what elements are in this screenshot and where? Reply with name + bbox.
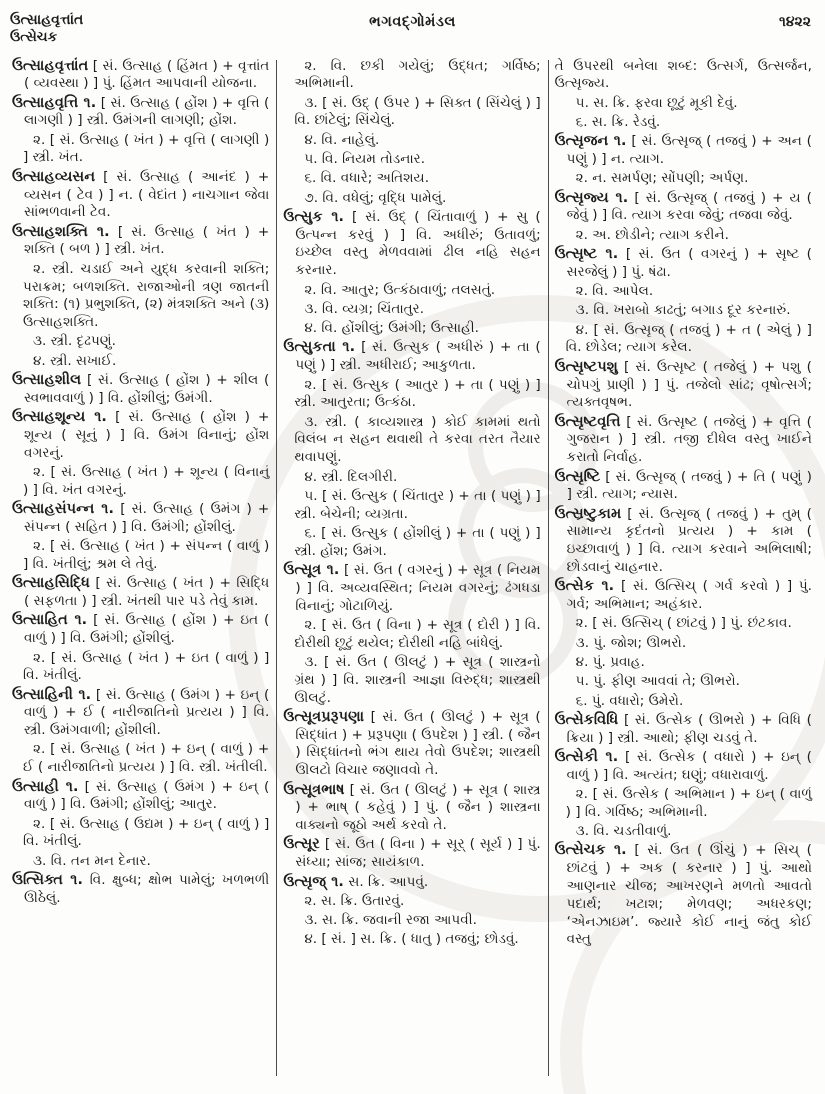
dictionary-entry: ઉત્સૃજ્ ૧. સ. ક્રિ. આપવું. bbox=[283, 873, 429, 890]
dictionary-entry: ઉત્સેકી ૧. [ સં. ઉત્સેક ( વધારો ) + ઇન્ ( વાળું ) ] વિ. અત્યંત; ઘણું; વધારાવાળું. bbox=[554, 748, 812, 783]
headword: ઉત્સુક ૧. bbox=[283, 208, 345, 225]
dictionary-entry: ઉત્સૃજન ૧. [ સં. ઉત્સૃજ્ ( તજવું ) + અન ( પણું ) ] ન. ત્યાગ. bbox=[554, 133, 812, 167]
dictionary-entry: ઉત્સાહસિદ્ધિ [ સં. ઉત્સાહ ( ખંત ) + સિદ્ધિ ( સફળતા ) ] સ્ત્રી. ખંતથી પાર પડે તેવું કામ. bbox=[12, 575, 270, 610]
sense-paragraph: ૨. અ. છોડીને; ત્યાગ કરીને. bbox=[575, 226, 729, 243]
headword: ઉત્સાહશૂન્ય ૧. bbox=[12, 409, 108, 426]
sense-paragraph: ૫. પું. ફીણ આવવાં તે; ઊભરો. bbox=[575, 673, 740, 690]
sense-paragraph: ૨. [ સં. ઉત્સાહ ( ઉદ્યમ ) + ઇન્ ( વાળું ) ] વિ. ખંતીલું. bbox=[23, 815, 270, 850]
sense-paragraph: ૬. પું. વધારો; ઉમેરો. bbox=[575, 692, 684, 709]
dictionary-entry: ઉત્સાહવ્યસન [ સં. ઉત્સાહ ( આનંદ ) + વ્યસન ( ટેવ ) ] ન. ( વેદાંત ) નાચગાન જેવા સાંભળવાની ટેવ. bbox=[12, 168, 270, 221]
sense-paragraph: ૪. સ્ત્રી. દિલગીરી. bbox=[304, 468, 398, 485]
headword: ઉત્સાહવૃત્તિ ૧. bbox=[12, 94, 97, 111]
dictionary-entry: ઉત્સૂત્ર ૧. [ સં. ઉત ( વગરનું ) + સૂત્ર ( નિયમ ) ] વિ. અવ્યવસ્થિત; નિયમ વગરનું; ઢંગધડા વિનાનું; ગોટાળિયું. bbox=[283, 562, 541, 614]
sense-paragraph: ૩. સ. ક્રિ. જવાની રજા આપવી. bbox=[304, 912, 477, 929]
sense-paragraph: ૨. [ સં. ઉત્સાહ ( ખંત ) + ઇન્ ( વાળું ) + ઈ ( નારીજાતિનો પ્રત્યય ) ] વિ. સ્ત્રી. ખંતીલી. bbox=[23, 741, 270, 776]
sense-paragraph: ૫. [ સં. ઉત્સુક ( ચિંતાતુર ) + તા ( પણું ) ] સ્ત્રી. બેચેની; વ્યગ્રતા. bbox=[294, 487, 541, 522]
headword: ઉત્સૃષ્ટિ bbox=[554, 468, 601, 485]
sense-paragraph: ૪. વિ. નાહેલું. bbox=[304, 131, 380, 148]
sense-paragraph: તે ઉપરથી બનેલા શબ્દ: ઉત્સર્ગ, ઉત્સર્જન, ઉત્સૃજ્ય. bbox=[554, 57, 812, 92]
dictionary-entry: ઉત્સાહવૃત્તિ ૧. [ સં. ઉત્સાહ ( હોંશ ) + વૃત્તિ ( લાગણી ) ] સ્ત્રી. ઉમંગની લાગણી; હોંશ. bbox=[12, 94, 270, 129]
headword: ઉત્સૂત્રભાષ bbox=[283, 781, 345, 798]
sense-paragraph: ૪. વિ. હોંશીલું; ઉમંગી; ઉત્સાહી. bbox=[304, 320, 479, 337]
sense-paragraph: ૩. [ સં. ઉત ( ઊલટું ) + સૂત્ર ( શાસ્ત્રનો ગ્રંથ ) ] વિ. શાસ્ત્રની આજ્ઞા વિરુદ્ધ; શાસ્ત્રથી ઊલટું. bbox=[294, 654, 541, 706]
sense-paragraph: ૩. પું. જોશ; ઊભરો. bbox=[575, 634, 687, 651]
sense-paragraph: ૫. સ. ક્રિ. ફરવા છૂટું મૂકી દેવું. bbox=[575, 94, 738, 111]
headword: ઉત્સાહી ૧. bbox=[12, 778, 79, 795]
sense-paragraph: ૨. વિ. આપેલ. bbox=[575, 283, 654, 300]
dictionary-entry: ઉત્સાહિત ૧. [ સં. ઉત્સાહ ( હોંશ ) + ઇત ( વાળું ) ] વિ. ઉમંગી; હોંશીલું. bbox=[12, 612, 270, 647]
headword: ઉત્સાહિત ૧. bbox=[12, 612, 88, 629]
text-columns bbox=[6, 56, 819, 1090]
headword: ઉત્સાહશક્તિ ૧. bbox=[12, 223, 110, 240]
dictionary-entry: ઉત્સાહશૂન્ય ૧. [ સં. ઉત્સાહ ( હોંશ ) + શૂન્ય ( સૂનું ) ] વિ. ઉમંગ વિનાનું; હોંશ વગરનું. bbox=[12, 409, 270, 461]
sense-paragraph: ૬. વિ. વધારે; અતિશય. bbox=[304, 170, 430, 187]
headword: ઉત્સુકતા ૧. bbox=[283, 339, 356, 356]
headword: ઉત્સિક્ત ૧. bbox=[12, 872, 84, 889]
headword: ઉત્સેકવિધિ bbox=[554, 711, 619, 728]
sense-paragraph: ૩. વિ. ચડતીવાળું. bbox=[575, 823, 672, 840]
headword: ઉત્સાહિની ૧. bbox=[12, 686, 92, 703]
guide-word-bottom: ઉત્સેચક bbox=[10, 29, 58, 45]
sense-paragraph: ૨. [ સં. ઉત્સિચ્ ( છાંટવું ) ] પું. છંટકાવ. bbox=[575, 615, 792, 632]
dictionary-entry: ઉત્સૃષ્ટપશુ [ સં. ઉત્સૃષ્ટ ( તજેલું ) + પશુ ( ચોપગું પ્રાણી ) ] પું. તજેલો સાંઢ; વૃષોત્સર્ગ; ત્યક્તવૃષભ. bbox=[554, 358, 812, 411]
sense-paragraph: ૬. સ. ક્રિ. રેડવું. bbox=[575, 113, 661, 130]
dictionary-entry: ઉત્સ્રષ્ટુકામ [ સં. ઉત્સૃજ્ ( તજવું ) + તુમ્ ( સામાન્ય કૃદંતનો પ્રત્યય ) + કામ ( ઇચ્છાવાળું ) ] વિ. ત્યાગ કરવાને અભિલાષી; છોડવાનું ચાહનાર. bbox=[554, 505, 812, 576]
dictionary-entry: ઉત્સાહશીલ [ સં. ઉત્સાહ ( હોંશ ) + શીલ ( સ્વભાવવાળું ) ] વિ. હોંશીલું; ઉમંગી. bbox=[12, 372, 270, 406]
dictionary-entry: ઉત્સાહસંપન્ન ૧. [ સં. ઉત્સાહ ( ઉમંગ ) + સંપન્ન ( સહિત ) ] વિ. ઉમંગી; હોંશીલું. bbox=[12, 501, 270, 535]
sense-paragraph: ૬. [ સં. ઉત્સુક ( હોંશીલું ) + તા ( પણું ) ] સ્ત્રી. હોંશ; ઉમંગ. bbox=[294, 524, 541, 559]
sense-paragraph: ૭. વિ. વધેલું; વૃદ્ધિ પામેલું. bbox=[304, 189, 447, 206]
dictionary-entry: ઉત્સાહિની ૧. [ સં. ઉત્સાહ ( ઉમંગ ) + ઇન્ ( વાળું ) + ઈ ( નારીજાતિનો પ્રત્યય ) ] વિ. સ્ત્રી. ઉમંગવાળી; હોંશીલી. bbox=[12, 686, 270, 739]
headword: ઉત્સૃજ્ય ૧. bbox=[554, 189, 629, 206]
headword: ઉત્સેકી ૧. bbox=[554, 748, 619, 765]
headword: ઉત્સૃષ્ટ ૧. bbox=[554, 245, 619, 262]
headword: ઉત્સાહસંપન્ન ૧. bbox=[12, 501, 115, 518]
dictionary-entry: ઉત્સૂત્રભાષ [ સં. ઉત ( ઊલટું ) + સૂત્ર ( શાસ્ત્ર ) + ભાષ્ ( કહેવું ) ] પું. ( જૈન ) શાસ્ત્રના વાક્યનો જૂઠો અર્થ કરવો તે. bbox=[283, 781, 541, 834]
dictionary-entry: ઉત્સેક ૧. [ સં. ઉત્સિચ્ ( ગર્વ કરવો ) ] પું. ગર્વ; અભિમાન; અહંકાર. bbox=[554, 578, 812, 613]
page-header bbox=[10, 8, 815, 52]
headword: ઉત્સાહવ્યસન bbox=[12, 168, 96, 185]
sense-paragraph: ૨. [ સં. ઉત ( વિના ) + સૂત્ર ( દોરી ) ] વિ. દોરીથી છૂટું થયેલ; દોરીથી નહિ બાંધેલું. bbox=[294, 616, 541, 651]
dictionary-entry: ઉત્સેચક ૧. [ સં. ઉત ( ઊંચું ) + સિચ્ ( છાંટવું ) + અક ( કરનાર ) ] પું. આથો આણનાર ચીજ; આખરણને મળતો આવતો પદાર્થ; ખટાશ; મેળવણ; અધરકણ; ‘એનઝાઇમ’. જ્યારે કોઈ નાનું જંતુ કોઈ વસ્તુ bbox=[554, 842, 812, 948]
dictionary-entry: ઉત્સૃજ્ય ૧. [ સં. ઉત્સૃજ્ ( તજવું ) + ય ( જેવું ) ] વિ. ત્યાગ કરવા જેવું; તજવા જેવું. bbox=[554, 189, 812, 224]
headword: ઉત્સૂત્ર ૧. bbox=[283, 562, 340, 579]
sense-paragraph: ૫. વિ. નિયમ તોડનાર. bbox=[304, 150, 426, 167]
sense-paragraph: ૨. સ્ત્રી. ચડાઈ અને યુદ્ધ કરવાની શક્તિ; પરાક્રમ; બળશક્તિ. રાજાઓની ત્રણ જાતની શક્તિ: (૧) પ્રભુશક્તિ, (૨) મંત્રશક્તિ અને (૩) ઉત્સાહશક્તિ. bbox=[23, 260, 270, 331]
dictionary-entry: ઉત્સુકતા ૧. [ સં. ઉત્સુક ( અધીરું ) + તા ( પણું ) ] સ્ત્રી. અધીરાઈ; આકુળતા. bbox=[283, 339, 541, 374]
sense-paragraph: ૨. વિ. આતુર; ઉત્કંઠાવાળું; તલસતું. bbox=[304, 281, 496, 298]
dictionary-entry: ઉત્સાહી ૧. [ સં. ઉત્સાહ ( ઉમંગ ) + ઇન્ ( વાળું ) ] વિ. ઉમંગી; હોંશીલું; આતુર. bbox=[12, 778, 270, 813]
sense-paragraph: ૨. સ. ક્રિ. ઉતારવું. bbox=[304, 892, 405, 909]
sense-paragraph: ૨. ન. સમર્પણ; સોંપણી; અર્પણ. bbox=[575, 170, 749, 187]
dictionary-entry: ઉત્સિક્ત ૧. વિ. ક્ષુબ્ધ; ક્ષોભ પામેલું; ખળભળી ઊઠેલું. bbox=[12, 872, 270, 906]
dictionary-entry: ઉત્સૂર [ સં. ઉત ( વિના ) + સૂર્ ( સૂર્ય ) ] પું. સંધ્યા; સાંજ; સાયંકાળ. bbox=[283, 836, 541, 871]
sense-paragraph: ૩. વિ. ખરાબો કાઢતું; બગાડ દૂર કરનારું. bbox=[575, 302, 791, 319]
sense-paragraph: ૨. [ સં. ઉત્સાહ ( ખંત ) + ઇત ( વાળું ) ] વિ. ખંતીલું. bbox=[23, 649, 270, 684]
sense-paragraph: ૪. [ સં. ઉત્સૃજ્ ( તજવું ) + ત ( એલું ) ] વિ. છોડેલ; ત્યાગ કરેલ. bbox=[565, 321, 812, 356]
sense-paragraph: ૩. વિ. વ્યગ્ર; ચિંતાતુર. bbox=[304, 300, 425, 317]
sense-paragraph: ૪. [ સં. ] સ. ક્રિ. ( ધાતુ ) તજવું; છોડવું. bbox=[304, 931, 519, 948]
dictionary-entry: ઉત્સૃષ્ટિ [ સં. ઉત્સૃજ્ ( તજવું ) + તિ ( પણું ) ] સ્ત્રી. ત્યાગ; ન્યાસ. bbox=[554, 468, 812, 503]
dictionary-entry: ઉત્સૃષ્ટવૃત્તિ [ સં. ઉત્સૃષ્ટ ( તજેલું ) + વૃત્તિ ( ગુજરાન ) ] સ્ત્રી. તજી દીધેલ વસ્તુ ખાઈને કરાતો નિર્વાહ. bbox=[554, 413, 812, 466]
book-title: ભગવદ્ગોમંડલ bbox=[369, 14, 456, 30]
headword: ઉત્સાહસિદ્ધિ bbox=[12, 575, 90, 592]
sense-paragraph: ૩. સ્ત્રી. ( કાવ્યશાસ્ત્ર ) કોઈ કામમાં થતો વિલંબ ન સહન થવાથી તે કરવા તરત તૈયાર થવાપણું. bbox=[294, 413, 541, 466]
headword: ઉત્સાહવૃત્તાંત bbox=[12, 57, 89, 74]
headword: ઉત્સેક ૧. bbox=[554, 578, 615, 595]
column-1 bbox=[6, 56, 276, 1090]
dictionary-entry: ઉત્સેકવિધિ [ સં. ઉત્સેક ( ઊભરો ) + વિધિ ( ક્રિયા ) ] સ્ત્રી. આથો; ફીણ ચડવું તે. bbox=[554, 711, 812, 746]
sense-paragraph: ૨. [ સં. ઉત્સાહ ( ખંત ) + સંપન્ન ( વાળું ) ] વિ. ખંતીલું; શ્રમ લે તેવું. bbox=[23, 538, 270, 573]
dictionary-entry: ઉત્સાહશક્તિ ૧. [ સં. ઉત્સાહ ( ખંત ) + શક્તિ ( બળ ) ] સ્ત્રી. ખંત. bbox=[12, 223, 270, 258]
dictionary-entry: ઉત્સૂત્રપ્રરૂપણા [ સં. ઉત ( ઊલટું ) + સૂત્ર ( સિદ્ધાંત ) + પ્રરૂપણા ( ઉપદેશ ) ] સ્ત્રી. ( જૈન ) સિદ્ધાંતનો ભંગ થાય તેવો ઉપદેશ; શાસ્ત્રથી ઊલટો વિચાર જણાવવો તે. bbox=[283, 708, 541, 779]
headword: ઉત્સૃજન ૧. bbox=[554, 133, 627, 150]
sense-paragraph: ૨. [ સં. ઉત્સાહ ( ખંત ) + વૃત્તિ ( લાગણી ) ] સ્ત્રી. ખંત. bbox=[23, 131, 270, 166]
sense-paragraph: ૪. પું. પ્રવાહ. bbox=[575, 654, 645, 670]
headword: ઉત્સાહશીલ bbox=[12, 372, 82, 389]
column-2 bbox=[277, 56, 547, 1090]
sense-paragraph: ૩. સ્ત્રી. દૃઢપણું. bbox=[33, 333, 116, 350]
headword: ઉત્સૂત્રપ્રરૂપણા bbox=[283, 708, 365, 725]
sense-paragraph: ૩. [ સં. ઉદ્ ( ઉપર ) + સિક્ત ( સિંચેલું ) ] વિ. છાંટેલું; સિંચેલું. bbox=[294, 94, 541, 129]
headword: ઉત્સૃષ્ટપશુ bbox=[554, 358, 618, 375]
dictionary-entry: ઉત્સુક ૧. [ સં. ઉદ્ ( ચિંતાવાળું ) + સુ ( ઉત્પન્ન કરવું ) ] વિ. અધીરું; ઉતાવળું; ઇચ્છેલ વસ્તુ મેળવવામાં ઢીલ નહિ સહન કરનાર. bbox=[283, 208, 541, 279]
headword: ઉત્સ્રષ્ટુકામ bbox=[554, 505, 622, 522]
guide-word-top: ઉત્સાહવૃત્તાંત bbox=[10, 12, 84, 28]
page-number: ૧૪૨૨ bbox=[779, 14, 811, 30]
sense-paragraph: ૨. વિ. છકી ગયેલું; ઉદ્ધત; ગર્વિષ્ઠ; અભિમાની. bbox=[294, 57, 541, 92]
dictionary-entry: ઉત્સાહવૃત્તાંત [ સં. ઉત્સાહ ( હિંમત ) + વૃત્તાંત ( વ્યવસ્થા ) ] પું. હિંમત આપવાની યોજના. bbox=[12, 57, 270, 92]
headword: ઉત્સૂર bbox=[283, 836, 320, 853]
headword: ઉત્સૃજ્ ૧. bbox=[283, 873, 345, 890]
headword: ઉત્સૃષ્ટવૃત્તિ bbox=[554, 413, 621, 430]
column-3 bbox=[549, 56, 819, 1090]
sense-paragraph: ૨. [ સં. ઉત્સાહ ( ખંત ) + શૂન્ય ( વિનાનું ) ] વિ. ખંત વગરનું. bbox=[23, 464, 270, 498]
headword: ઉત્સેચક ૧. bbox=[554, 842, 627, 859]
dictionary-entry: ઉત્સૃષ્ટ ૧. [ સં. ઉત ( વગરનું ) + સૃષ્ટ ( સરજેલું ) ] પું. ષંઢા. bbox=[554, 245, 812, 280]
sense-paragraph: ૨. [ સં. ઉત્સુક ( આતુર ) + તા ( પણું ) ] સ્ત્રી. આતુરતા; ઉત્કંઠા. bbox=[294, 376, 541, 411]
sense-paragraph: ૩. વિ. તન મન દેનાર. bbox=[33, 852, 151, 869]
sense-paragraph: ૨. [ સં. ઉત્સેક ( અભિમાન ) + ઇન્ ( વાળું ) ] વિ. ગર્વિષ્ઠ; અભિમાની. bbox=[565, 786, 812, 820]
sense-paragraph: ૪. સ્ત્રી. સખાઈ. bbox=[33, 352, 117, 369]
